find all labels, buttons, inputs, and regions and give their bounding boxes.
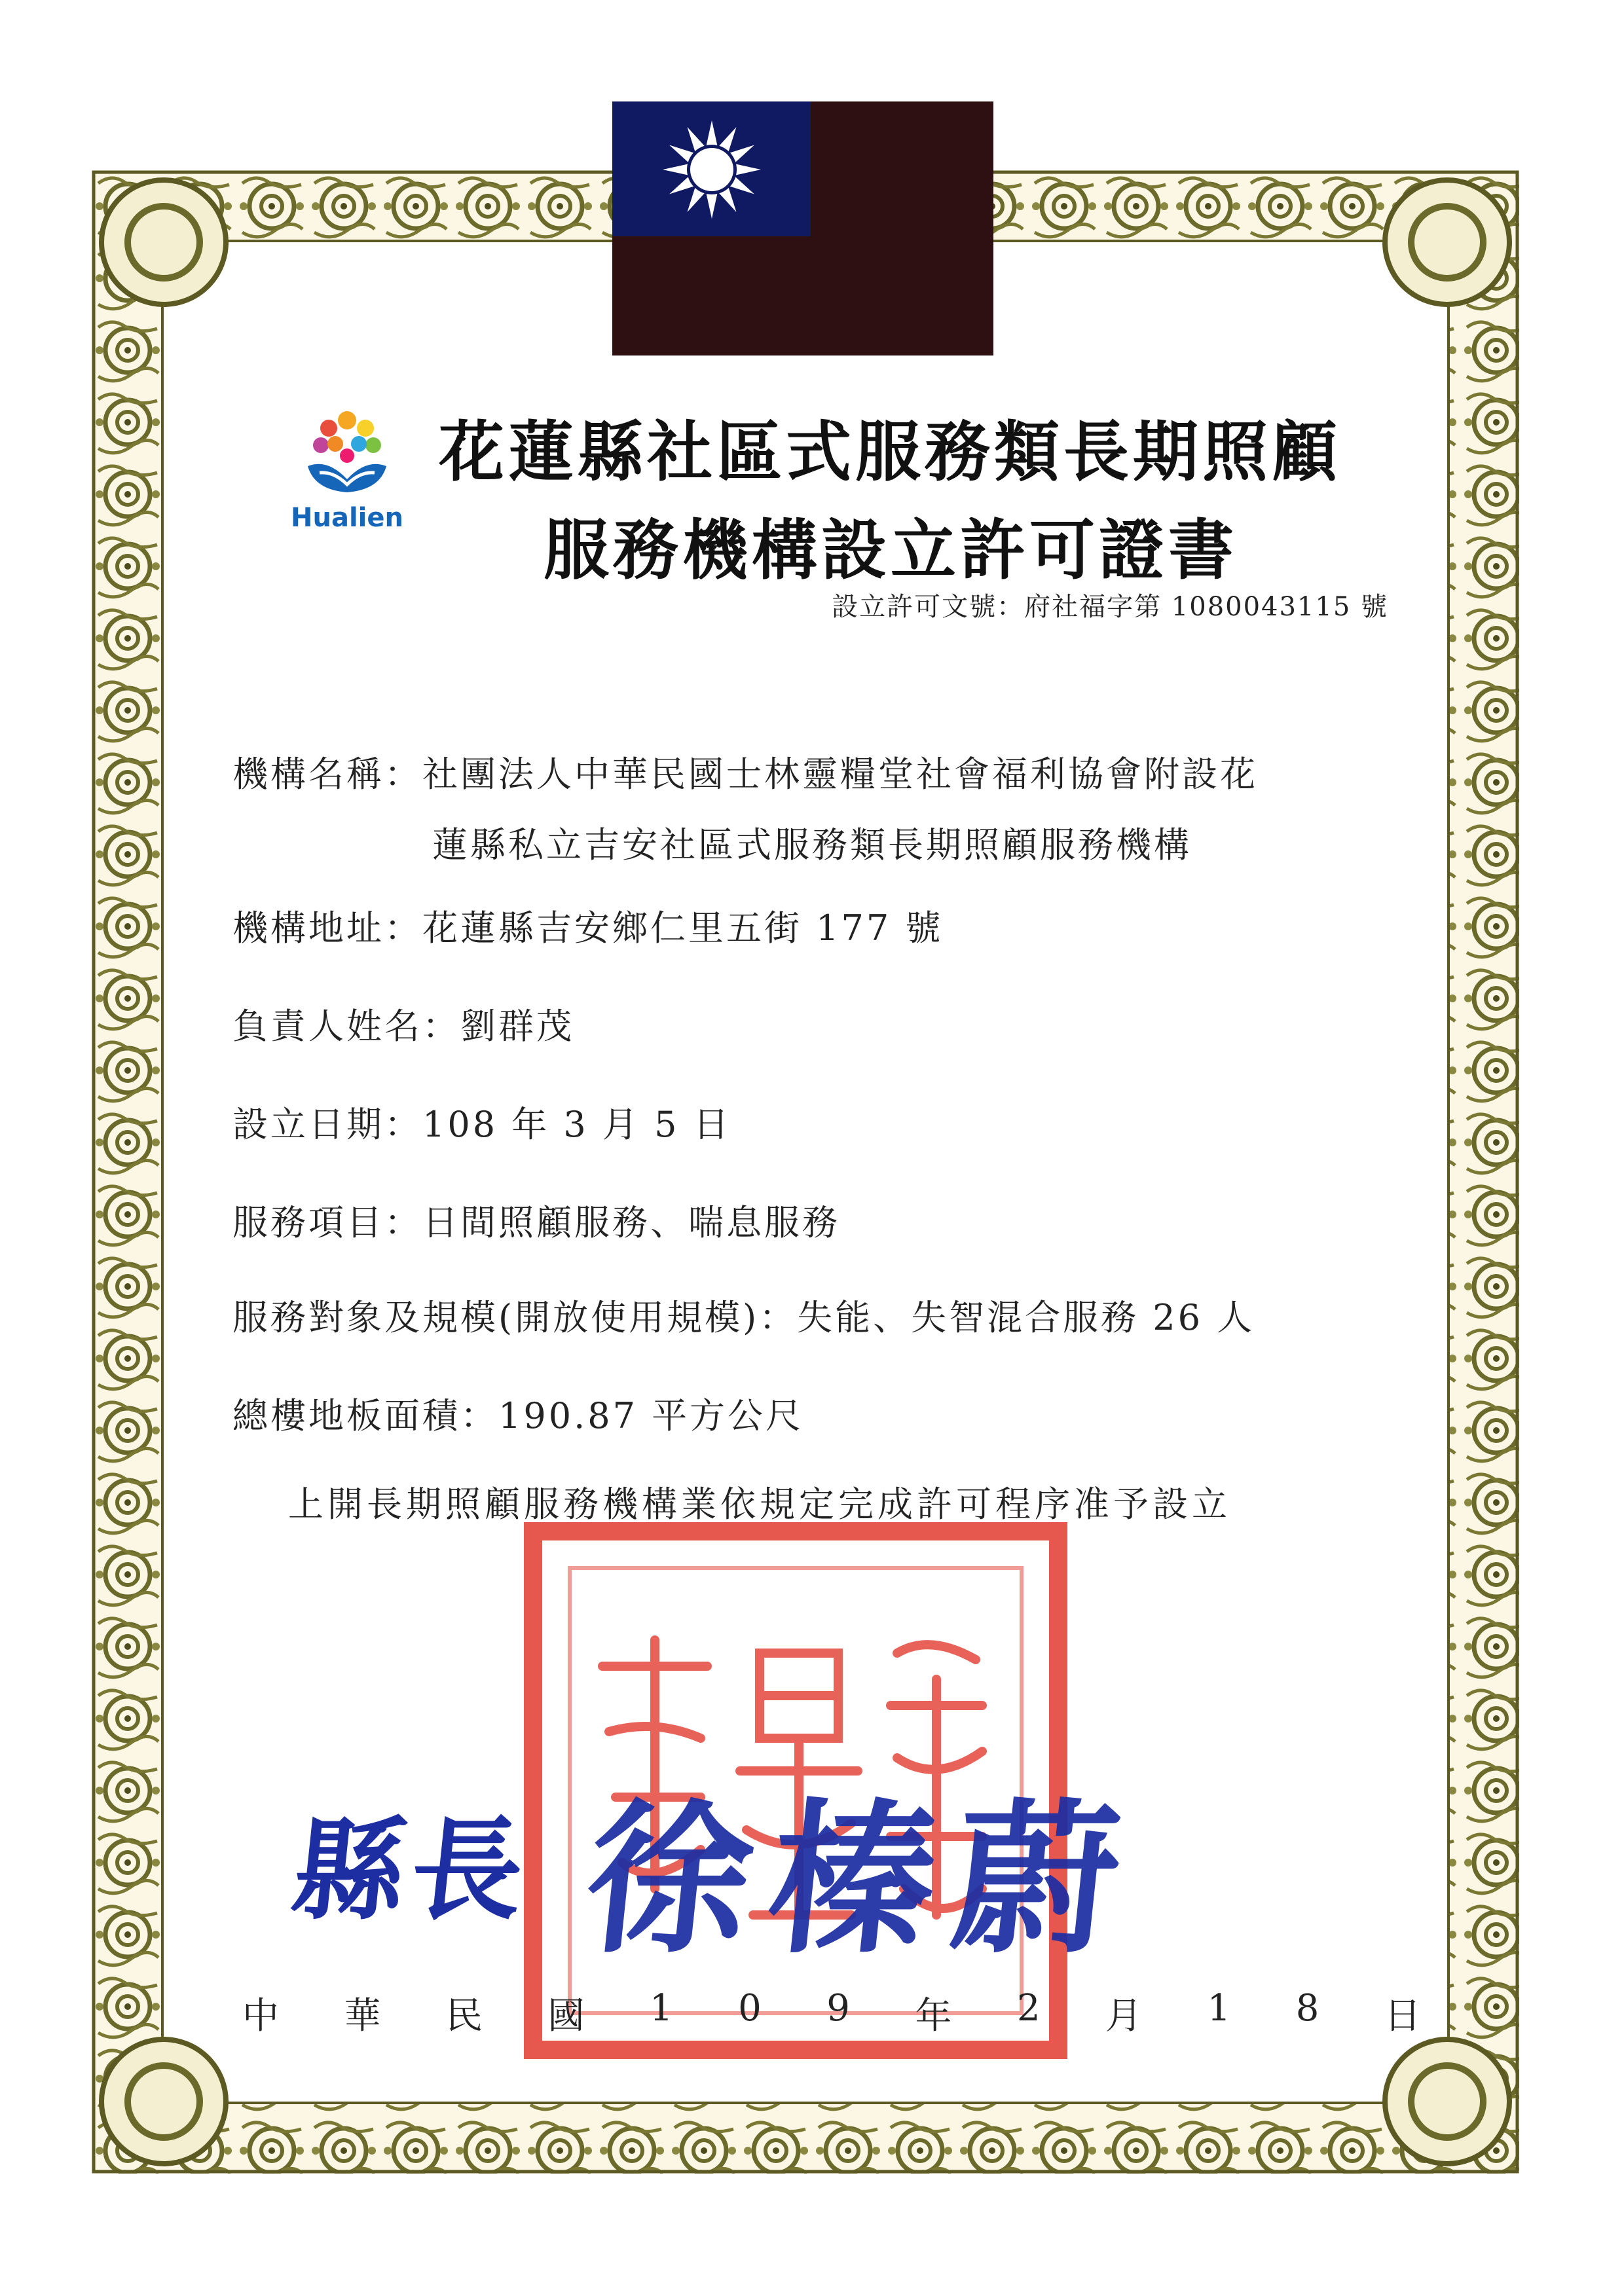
establishment-date-value: 108 年 3 月 5 日 — [422, 1104, 731, 1145]
magistrate-title: 縣長 — [286, 1806, 536, 1936]
certificate-title-line-2: 服務機構設立許可證書 — [544, 512, 1238, 589]
flag-canton — [612, 101, 811, 236]
responsible-person-row — [232, 998, 574, 1049]
service-scale-label: 服務對象及規模(開放使用規模)： — [232, 1297, 798, 1338]
approval-statement: 上開長期照顧服務機構業依規定完成許可程序准予設立 — [288, 1484, 1231, 1525]
magistrate-signature: 徐榛蔚 — [578, 1785, 1149, 1975]
service-scale-value: 失能、失智混合服務 26 人 — [797, 1297, 1255, 1338]
date-char: 8 — [1295, 1987, 1320, 2030]
floor-area-value: 190.87 平方公尺 — [498, 1395, 804, 1436]
institution-name-row — [232, 746, 1258, 797]
date-char: 0 — [738, 1987, 762, 2030]
institution-name-value: 社團法人中華民國士林靈糧堂社會福利協會附設花 — [422, 754, 1258, 795]
establishment-date-label: 設立日期： — [232, 1104, 422, 1145]
flower-logo-icon — [288, 406, 406, 504]
address-label: 機構地址： — [232, 907, 422, 949]
logo-text: Hualien — [291, 503, 403, 533]
hualien-logo — [288, 406, 406, 537]
issue-date — [242, 1987, 1421, 2039]
date-char: 年 — [915, 1995, 952, 2037]
responsible-person-label: 負責人姓名： — [232, 1006, 460, 1047]
date-char: 日 — [1384, 1995, 1421, 2037]
establishment-date-row — [232, 1097, 731, 1147]
service-items-value: 日間照顧服務、喘息服務 — [422, 1202, 840, 1243]
address-row — [232, 900, 943, 951]
national-flag — [612, 101, 993, 355]
institution-name-continuation: 蓮縣私立吉安社區式服務類長期照顧服務機構 — [432, 824, 1192, 866]
date-char: 中 — [242, 1995, 279, 2037]
date-char: 國 — [547, 1995, 585, 2037]
address-value: 花蓮縣吉安鄉仁里五街 177 號 — [422, 907, 944, 949]
date-char: 9 — [826, 1987, 850, 2030]
certificate-title-line-1: 花蓮縣社區式服務類長期照顧 — [439, 414, 1341, 490]
institution-name-label: 機構名稱： — [232, 754, 422, 795]
date-char: 華 — [344, 1995, 381, 2037]
white-sun-icon — [659, 117, 764, 222]
service-items-label: 服務項目： — [232, 1202, 422, 1243]
floor-area-row — [232, 1388, 803, 1438]
service-scale-row — [232, 1290, 1255, 1340]
date-char: 民 — [446, 1995, 483, 2037]
permit-number: 設立許可文號：府社福字第 1080043115 號 — [832, 592, 1388, 622]
date-char: 月 — [1105, 1995, 1143, 2037]
date-char: 1 — [1207, 1987, 1231, 2030]
date-char: 1 — [650, 1987, 673, 2030]
floor-area-label: 總樓地板面積： — [232, 1395, 498, 1436]
responsible-person-value: 劉群茂 — [460, 1006, 574, 1047]
date-char: 2 — [1016, 1987, 1041, 2030]
service-items-row — [232, 1195, 840, 1245]
